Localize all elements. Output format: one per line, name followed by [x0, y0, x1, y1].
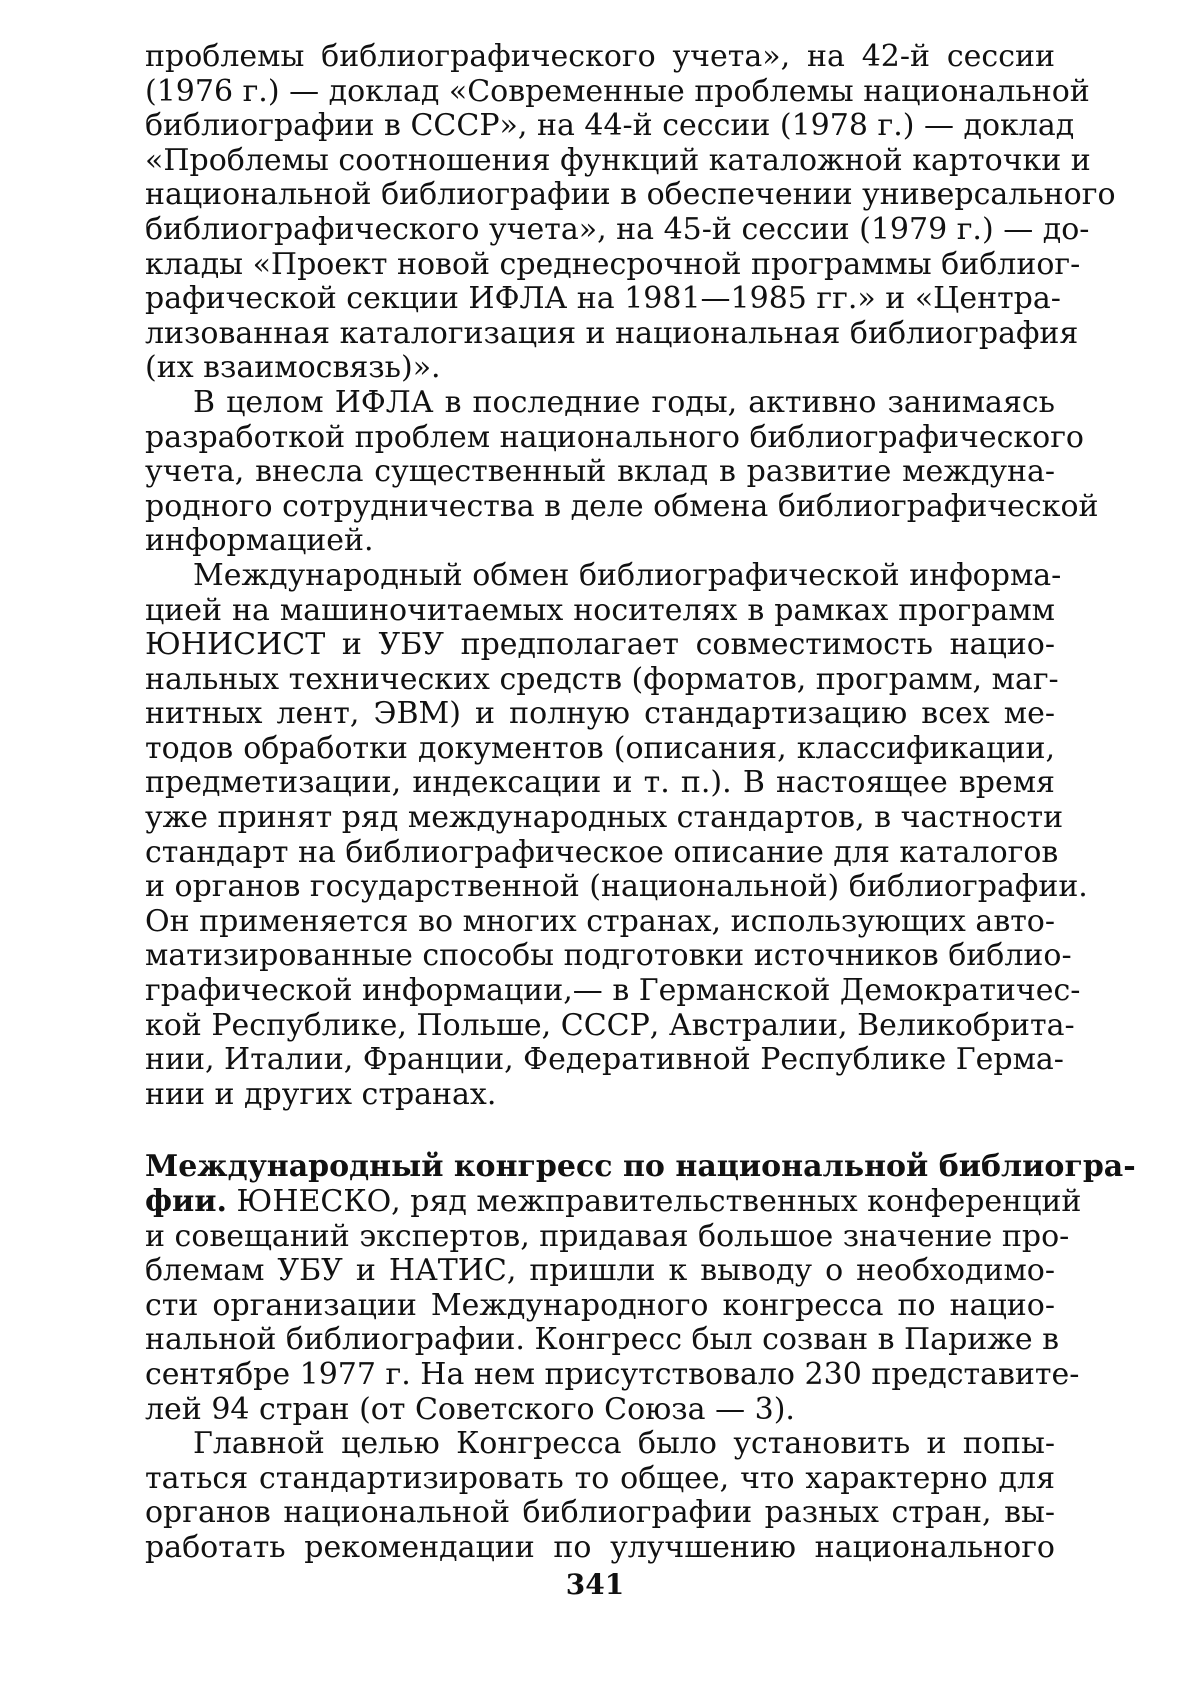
text-line: учета, внесла существенный вклад в развитие междуна- [145, 454, 1055, 490]
text-line: лизованная каталогизация и национальная библиография [145, 315, 1079, 351]
text-line: родного сотрудничества в деле обмена библиографической [145, 488, 1099, 524]
text-line: библиографического учета», на 45-й сессии (1979 г.) — до- [145, 211, 1090, 247]
text-line: библиографии в СССР», на 44-й сессии (1978 г.) — доклад [145, 108, 1075, 144]
text-line: национальной библиографии в обеспечении универсального [145, 177, 1116, 213]
text-line: (1976 г.) — доклад «Современные проблемы национальной [145, 73, 1090, 109]
text-line: Главной целью Конгресса было установить и попы- [193, 1426, 1055, 1462]
page-body [145, 39, 1136, 1566]
text-line: рафической секции ИФЛА на 1981—1985 гг.» и «Центра- [145, 281, 1061, 317]
page-number: 341 [565, 1568, 625, 1601]
text-line: сентябре 1977 г. На нем присутствовало 230 представите- [145, 1356, 1080, 1392]
text-line: разработкой проблем национального библиографического [145, 419, 1084, 455]
text-line: ЮНИСИСТ и УБУ предполагает совместимость нацио- [145, 627, 1055, 663]
text-line: матизированные способы подготовки источников библио- [145, 938, 1072, 974]
text-line: лей 94 стран (от Советского Союза — 3). [145, 1391, 795, 1427]
text-line: нии и других странах. [145, 1076, 497, 1112]
text-line: проблемы библиографического учета», на 42-й сессии [145, 39, 1055, 74]
text-line: предметизации, индексации и т. п.). В настоящее время [145, 765, 1055, 801]
text-line [145, 1184, 1082, 1220]
text-line: тодов обработки документов (описания, классификации, [145, 730, 1055, 766]
text-line: (их взаимосвязь)». [145, 350, 441, 386]
text-run: ЮНЕСКО, ряд межправительственных конференций [227, 1184, 1082, 1219]
text-line: нальных технических средств (форматов, программ, маг- [145, 661, 1059, 697]
text-line: органов национальной библиографии разных стран, вы- [145, 1495, 1055, 1531]
paragraph-2 [145, 384, 1099, 559]
text-line: уже принят ряд международных стандартов, в частности [145, 800, 1064, 836]
text-line: Он применяется во многих странах, использующих авто- [145, 903, 1055, 939]
paragraph-3 [145, 557, 1088, 1113]
section-heading: Международный конгресс по национальной библиогра- [145, 1149, 1136, 1185]
text-line: графической информации,— в Германской Демократичес- [145, 973, 1081, 1009]
text-line: работать рекомендации по улучшению национального [145, 1529, 1055, 1565]
text-line: и органов государственной (национальной) библиографии. [145, 869, 1088, 905]
text-line: «Проблемы соотношения функций каталожной карточки и [145, 142, 1091, 178]
text-line: кой Республике, Польше, СССР, Австралии, Великобрита- [145, 1007, 1075, 1043]
text-line: и совещаний экспертов, придавая большое значение про- [145, 1218, 1070, 1254]
text-line: блемам УБУ и НАТИС, пришли к выводу о необходимо- [145, 1253, 1055, 1289]
text-line: нитных лент, ЭВМ) и полную стандартизацию всех ме- [145, 696, 1055, 732]
paragraph-5 [145, 1427, 1055, 1565]
section-gap [145, 1112, 1055, 1150]
text-line: информацией. [145, 523, 374, 559]
text-line: В целом ИФЛА в последние годы, активно занимаясь [193, 384, 1055, 420]
text-line: нальной библиографии. Конгресс был созван в Париже в [145, 1322, 1060, 1358]
text-line: Международный обмен библиографической информа- [193, 557, 1062, 593]
text-line: таться стандартизировать то общее, что характерно для [145, 1460, 1055, 1496]
text-line: цией на машиночитаемых носителях в рамках программ [145, 592, 1055, 628]
text-line: клады «Проект новой среднесрочной программы библиог- [145, 246, 1081, 282]
paragraph-1 [145, 39, 1116, 386]
section-heading-end: фии. [145, 1184, 228, 1219]
text-line: сти организации Международного конгресса по нацио- [145, 1287, 1055, 1323]
text-line: нии, Италии, Франции, Федеративной Республике Герма- [145, 1042, 1064, 1078]
section-congress [145, 1149, 1136, 1427]
text-line: стандарт на библиографическое описание для каталогов [145, 834, 1059, 870]
